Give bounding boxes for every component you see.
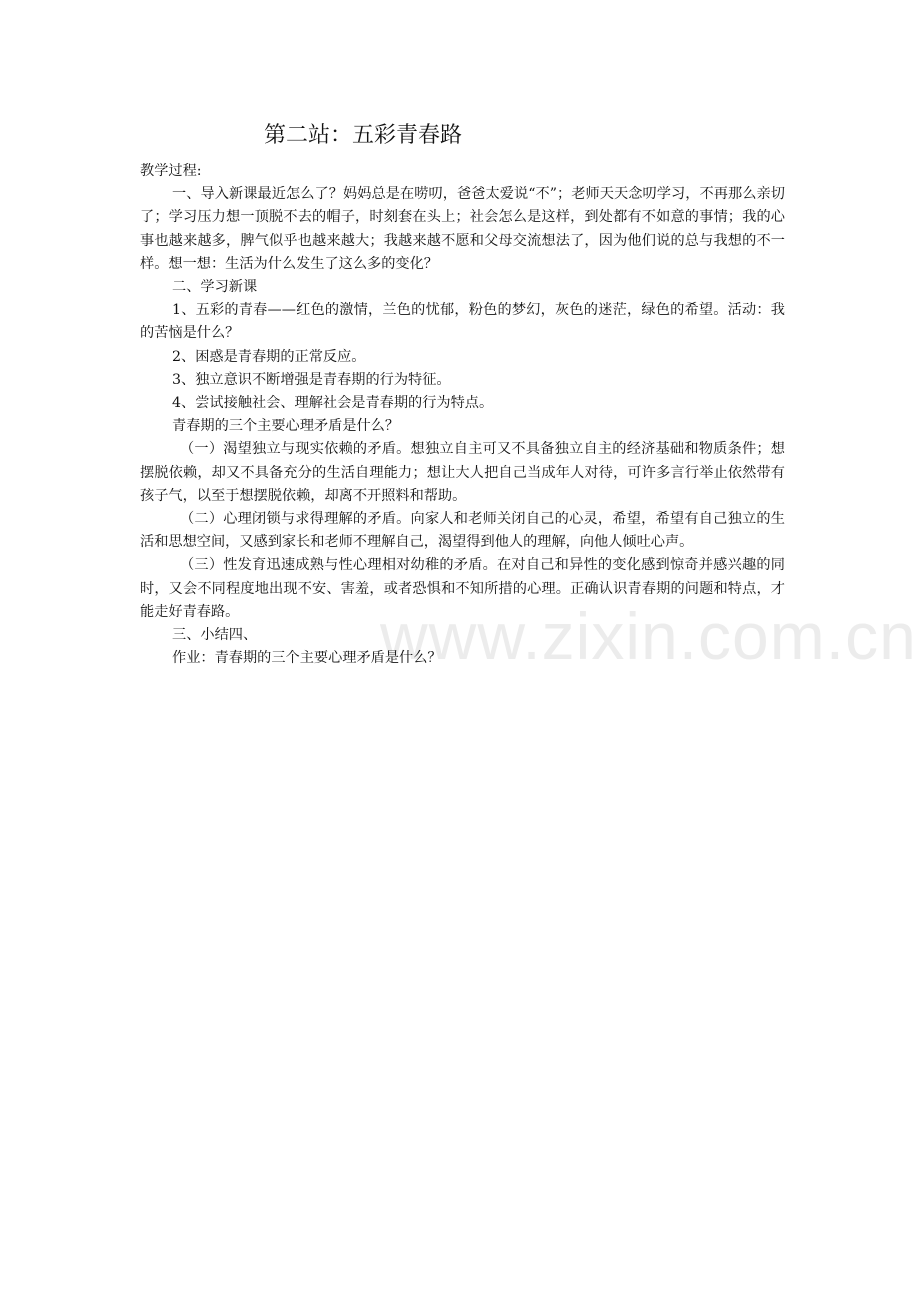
section-new-lesson-heading: 二、学习新课 bbox=[172, 279, 258, 296]
conflict-1-paragraph: （一）渴望独立与现实依赖的矛盾。想独立自主可又不具备独立自主的经济基础和物质条件；想摆脱依赖，却又不具备充分的生活自理能力；想让大人把自己当成年人对待，可许多言行举止依然带有孩子气，以至于想摆脱依赖，却离不开照料和帮助。 bbox=[140, 441, 785, 504]
intro-paragraph: 一、导入新课最近怎么了？妈妈总是在唠叨，爸爸太爱说“不”；老师天天念叨学习，不再那么亲切了；学习压力想一顶脱不去的帽子，时刻套在头上；社会怎么是这样，到处都有不如意的事情；我的心事也越来越多，脾气似乎也越来越大；我越来越不愿和父母交流想法了，因为他们说的总与我想的不一样。想一想：生活为什么发生了这么多的变化？ bbox=[140, 186, 785, 272]
document-body bbox=[140, 118, 785, 670]
homework-paragraph: 作业：青春期的三个主要心理矛盾是什么？ bbox=[172, 650, 442, 667]
point-2-paragraph: 2、困惑是青春期的正常反应。 bbox=[172, 348, 366, 365]
teaching-process-label: 教学过程: bbox=[140, 163, 202, 179]
conflict-3-paragraph: （三）性发育迅速成熟与性心理相对幼稚的矛盾。在对自己和异性的变化感到惊奇并感兴趣的同时，又会不同程度地出现不安、害羞，或者恐惧和不知所措的心理。正确认识青春期的问题和特点，才能走好青春路。 bbox=[140, 557, 785, 620]
conflict-2-paragraph: （二）心理闭锁与求得理解的矛盾。向家人和老师关闭自己的心灵，希望，希望有自己独立的生活和思想空间，又感到家长和老师不理解自己，渴望得到他人的理解，向他人倾吐心声。 bbox=[140, 511, 785, 551]
summary-heading: 三、小结四、 bbox=[172, 627, 258, 644]
three-conflicts-question: 青春期的三个主要心理矛盾是什么？ bbox=[172, 418, 400, 435]
point-1-paragraph: 1、五彩的青春——红色的激情，兰色的忧郁，粉色的梦幻，灰色的迷茫，绿色的希望。活动：我的苦恼是什么？ bbox=[140, 302, 785, 342]
point-3-paragraph: 3、独立意识不断增强是青春期的行为特征。 bbox=[172, 371, 451, 388]
watermark-text: www.zixin.com.cn bbox=[380, 599, 917, 673]
point-4-paragraph: 4、尝试接触社会、理解社会是青春期的行为特点。 bbox=[172, 395, 494, 412]
page-title: 第二站：五彩青春路 bbox=[264, 123, 463, 148]
